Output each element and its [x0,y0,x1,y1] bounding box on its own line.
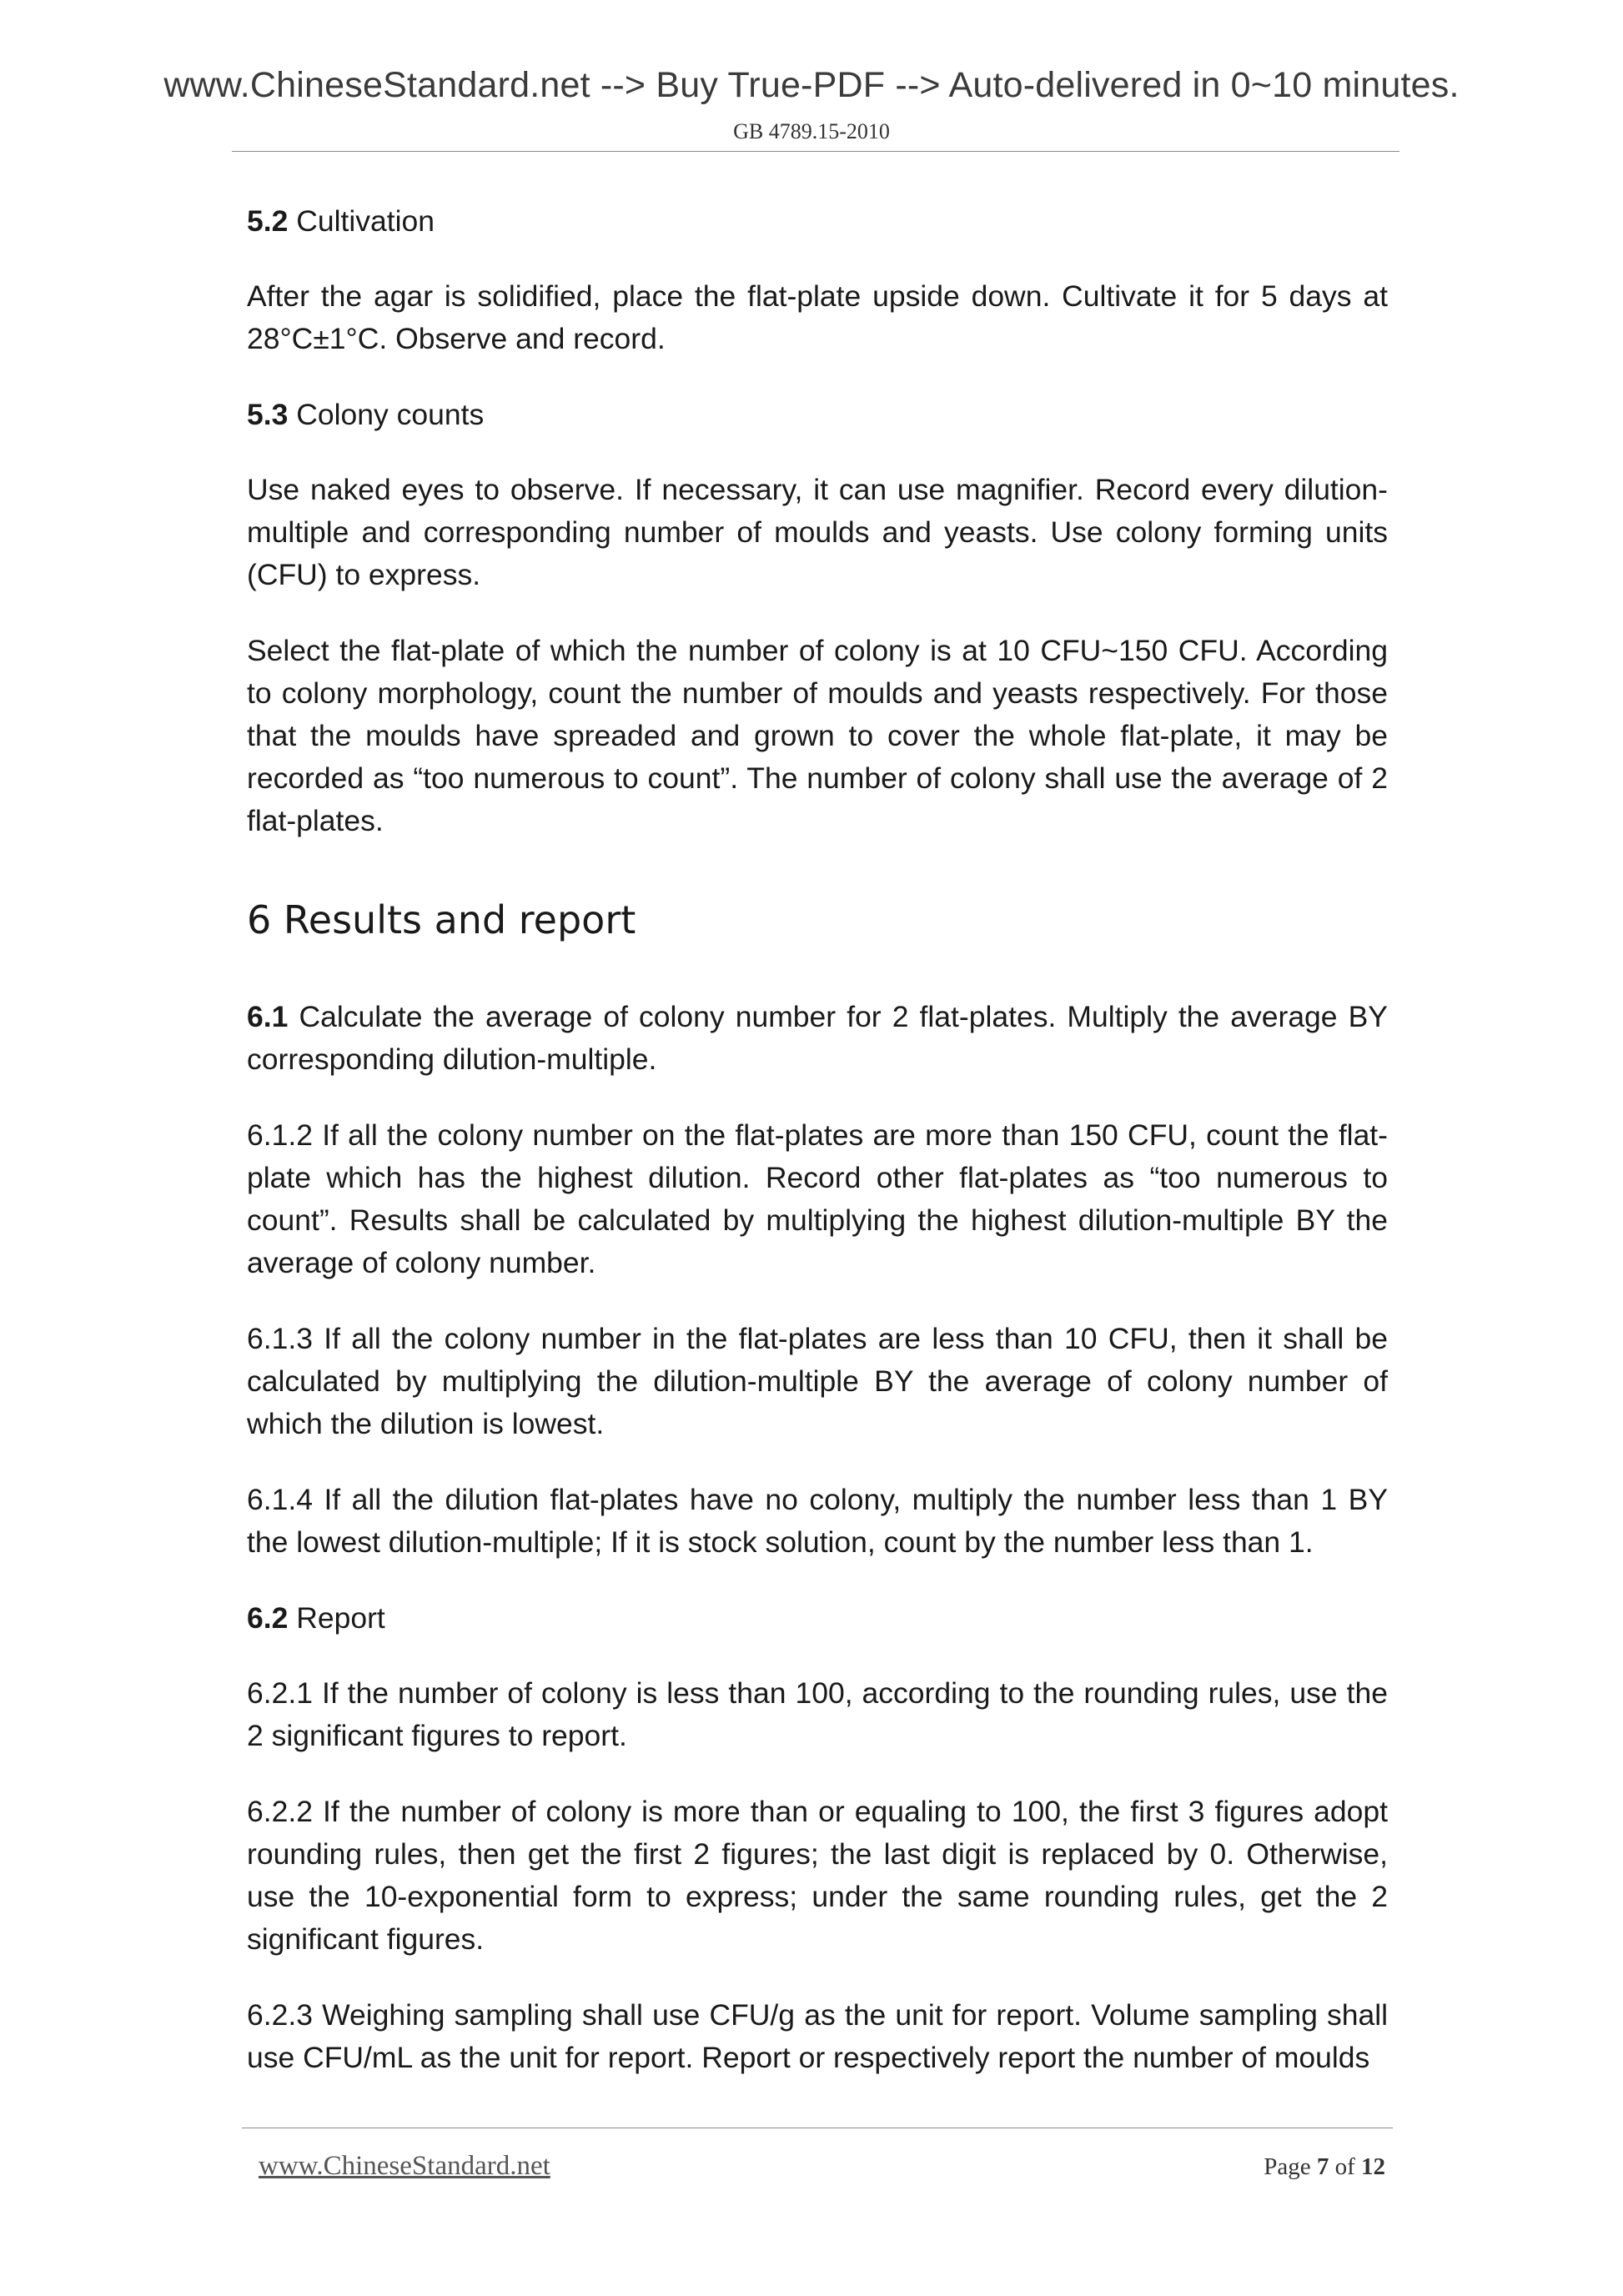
section-number: 6.1 [247,1000,289,1033]
section-title: Report [296,1601,385,1635]
paragraph-6-1 [247,996,1388,1081]
page-word: Page [1264,2153,1311,2180]
section-number: 5.2 [247,204,289,238]
paragraph-6-1-3: 6.1.3 If all the colony number in the flat-plates are less than 10 CFU, then it shall be calculated by multiplying the dilution-multiple BY the average of colony number of which the dilution is lowest. [247,1322,1388,1440]
page-of: of [1334,2153,1355,2180]
subsection-5-3-heading [247,394,1388,436]
paragraph-6-2-1: 6.2.1 If the number of colony is less than 100, according to the rounding rules, use the 2 significant figures to report. [247,1676,1388,1752]
paragraph-6-1-text: Calculate the average of colony number for 2 flat-plates. Multiply the average BY corresponding dilution-multiple. [247,1000,1388,1076]
section-title: Cultivation [296,204,435,238]
paragraph-6-1-4: 6.1.4 If all the dilution flat-plates have no colony, multiply the number less than 1 BY the lowest dilution-multiple; If it is stock solution, count by the number less than 1. [247,1483,1388,1559]
paragraph-6-2-2: 6.2.2 If the number of colony is more than or equaling to 100, the first 3 figures adopt rounding rules, then get the first 2 figures; the last digit is replaced by 0. Otherwise, use the 10-exponential form to express; under the same rounding rules, get the 2 significant figures. [247,1795,1388,1956]
paragraph-colony-counts-select: Select the flat-plate of which the number of colony is at 10 CFU~150 CFU. According to colony morphology, count the number of moulds and yeasts respectively. For those that the moulds have spreaded and grown to cover the whole flat-plate, it may be recorded as “too numerous to count”. The number of colony shall use the average of 2 flat-plates. [247,634,1388,837]
page-total: 12 [1361,2153,1385,2180]
site-banner: www.ChineseStandard.net --> Buy True-PDF --> Auto-delivered in 0~10 minutes. [163,65,1460,105]
section-number: 5.3 [247,398,289,431]
section-6-heading: 6 Results and report [247,897,636,942]
section-title: Colony counts [296,398,485,431]
footer-site-link[interactable]: www.ChineseStandard.net [259,2151,550,2181]
paragraph-6-1-2: 6.1.2 If all the colony number on the flat-plates are more than 150 CFU, count the flat-plate which has the highest dilution. Record other flat-plates as “too numerous to count”. Results shall be calculated by multiplying the highest dilution-multiple BY the average of colony number. [247,1118,1388,1279]
paragraph-colony-counts-observe: Use naked eyes to observe. If necessary, it can use magnifier. Record every dilution-multiple and corresponding number of moulds and yeasts. Use colony forming units (CFU) to express. [247,473,1388,591]
page-indicator [1264,2153,1385,2181]
header-divider [232,151,1399,152]
paragraph-cultivation: After the agar is solidified, place the flat-plate upside down. Cultivate it for 5 days at 28°C±1°C. Observe and record. [247,279,1388,355]
page-current: 7 [1316,2153,1329,2180]
subsection-5-2-heading [247,200,1388,243]
paragraph-6-2-3: 6.2.3 Weighing sampling shall use CFU/g as the unit for report. Volume sampling shall use CFU/mL as the unit for report. Report or respectively report the number of moulds [247,1998,1388,2074]
subsection-6-2-heading [247,1597,1388,1640]
section-number: 6.2 [247,1601,289,1635]
document-number: GB 4789.15-2010 [733,119,890,143]
